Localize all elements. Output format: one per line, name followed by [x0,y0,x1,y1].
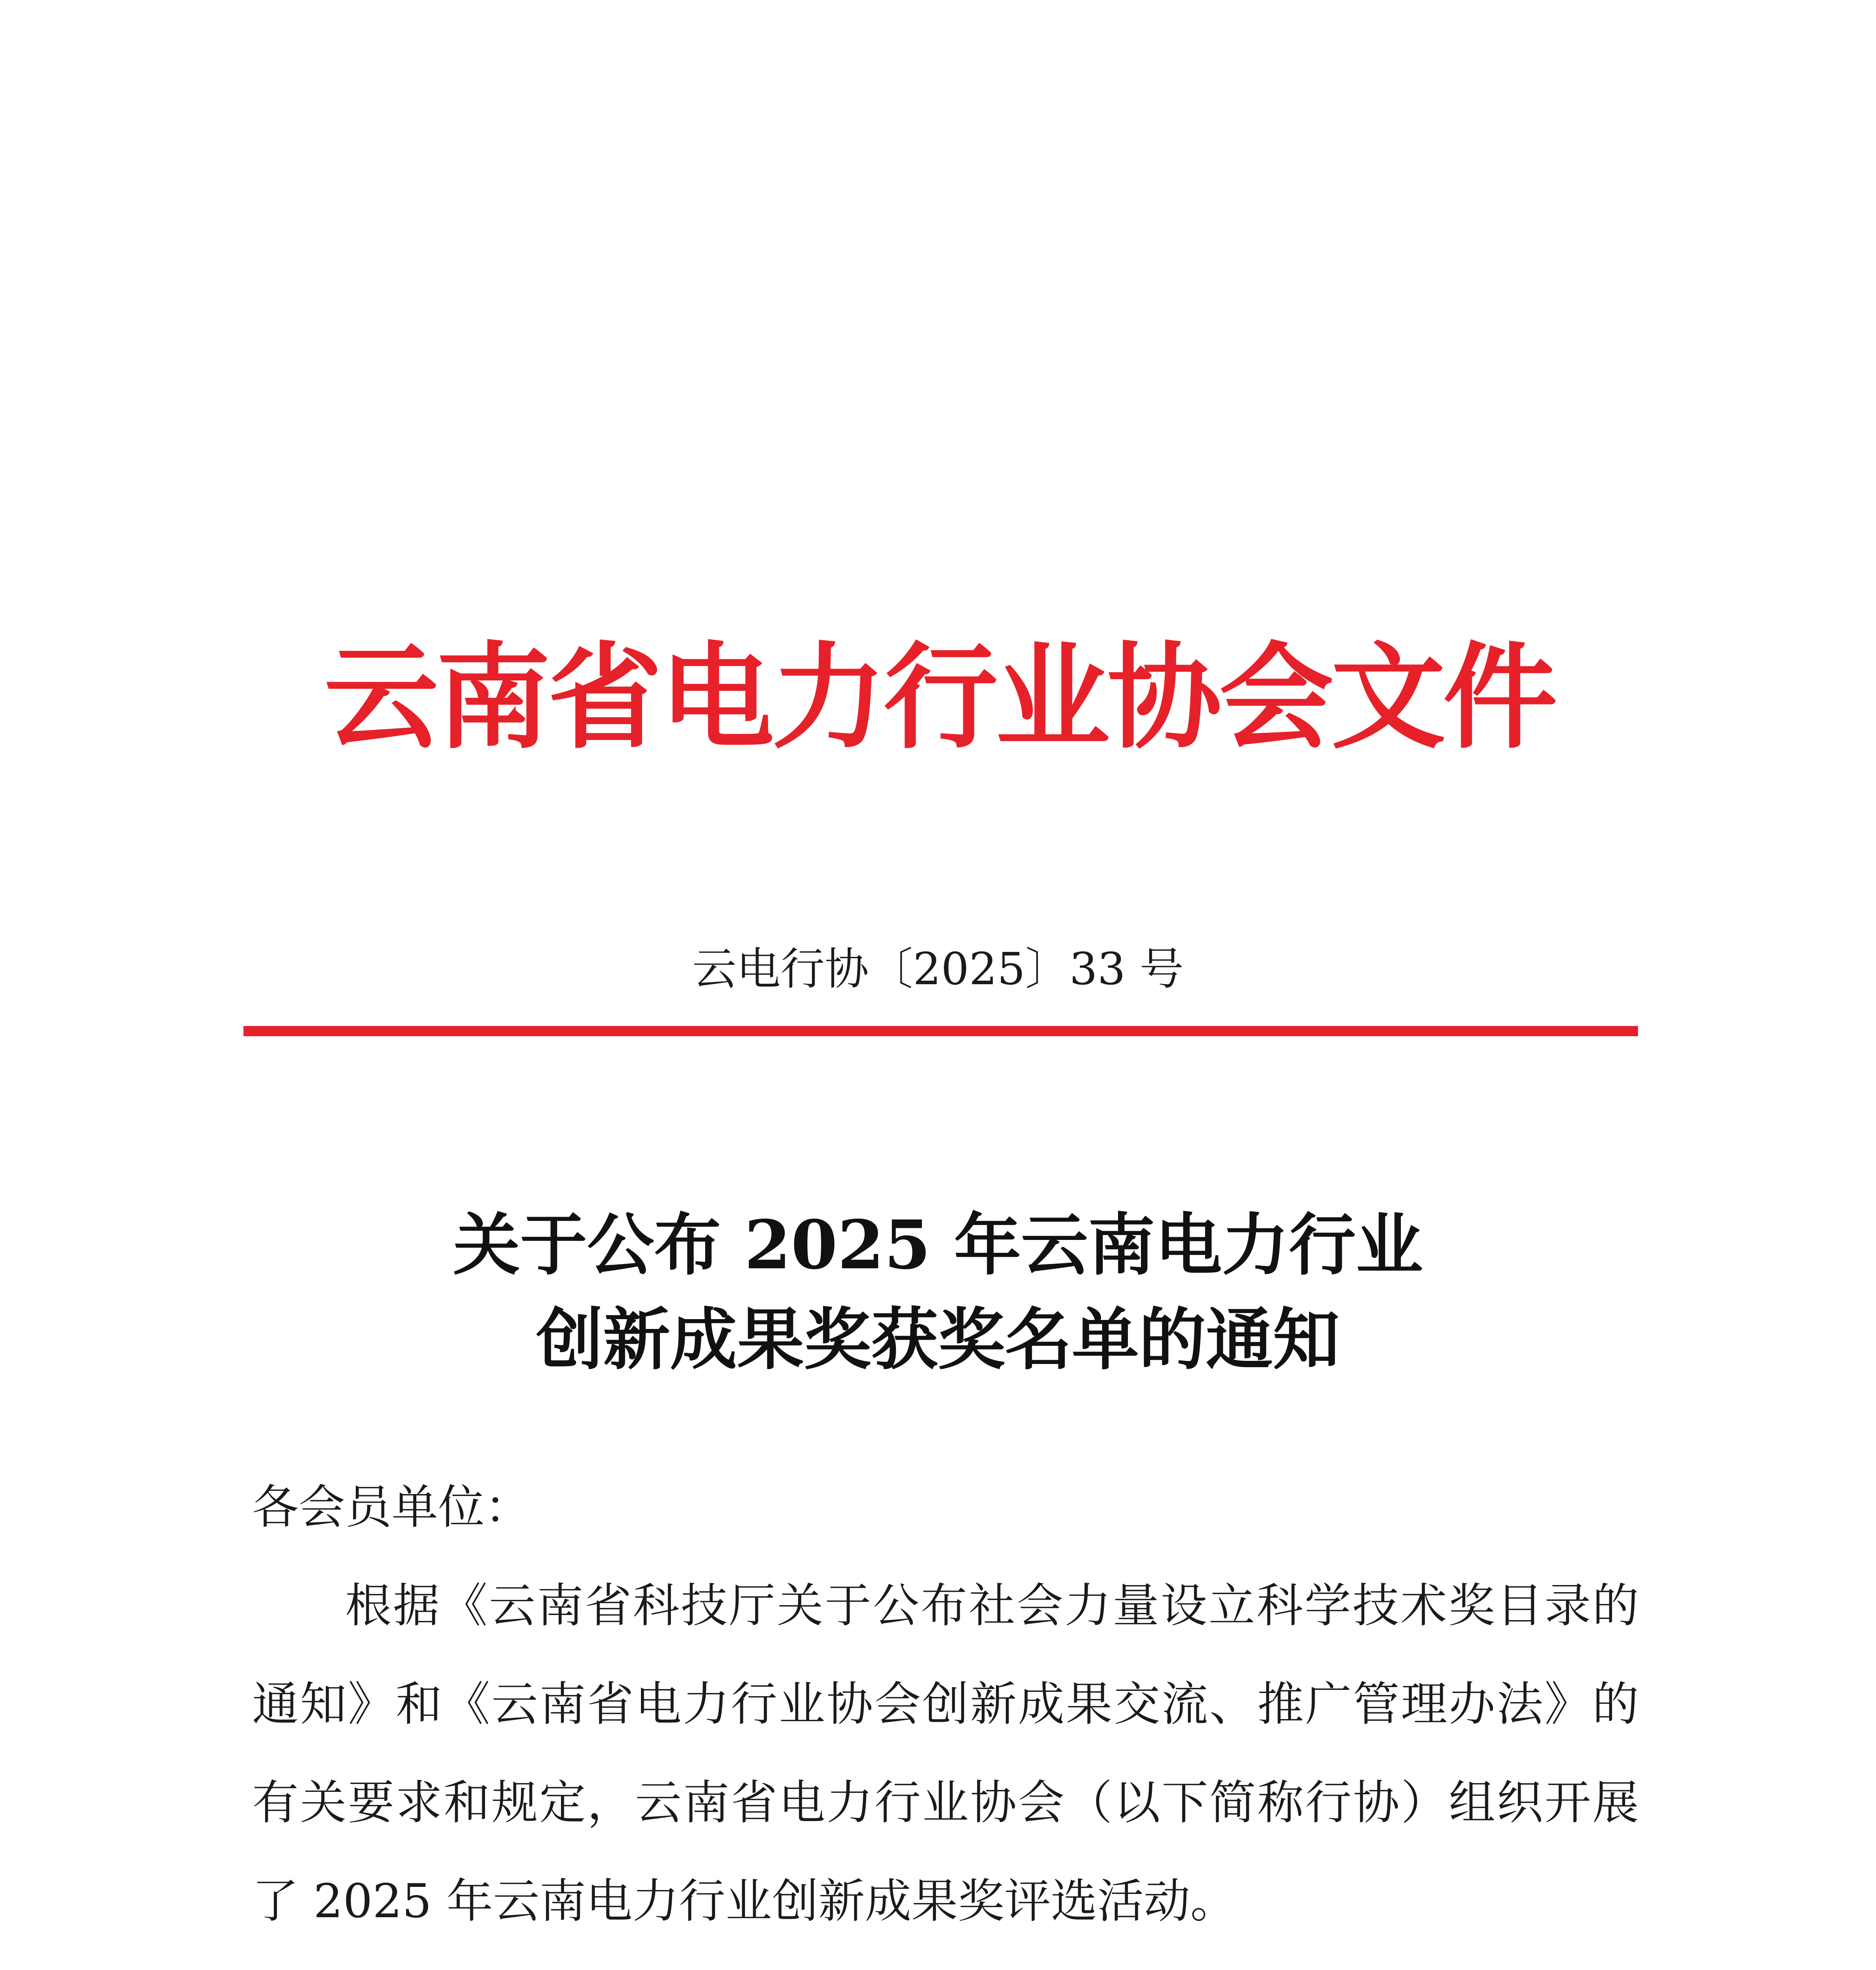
notice-title [0,1198,1876,1387]
paragraph-2 [252,1950,1639,1970]
notice-body [252,1458,1639,1970]
paragraph-1: 根据《云南省科技厅关于公布社会力量设立科学技术奖目录的通知》和《云南省电力行业协会创新成果交流、推广管理办法》的有关要求和规定，云南省电力行业协会（以下简称行协）组织开展了 2025 年云南电力行业创新成果奖评选活动。 [252,1578,1639,1928]
masthead-title: 云南省电力行业协会文件 [324,630,1555,764]
notice-title-line-1: 关于公布 2025 年云南电力行业 [453,1206,1423,1284]
salutation: 各会员单位： [252,1480,531,1534]
notice-title-line-2: 创新成果奖获奖名单的通知 [536,1300,1340,1379]
document-number: 云电行协〔2025〕33 号 [692,944,1184,995]
red-separator-line [243,1026,1638,1036]
